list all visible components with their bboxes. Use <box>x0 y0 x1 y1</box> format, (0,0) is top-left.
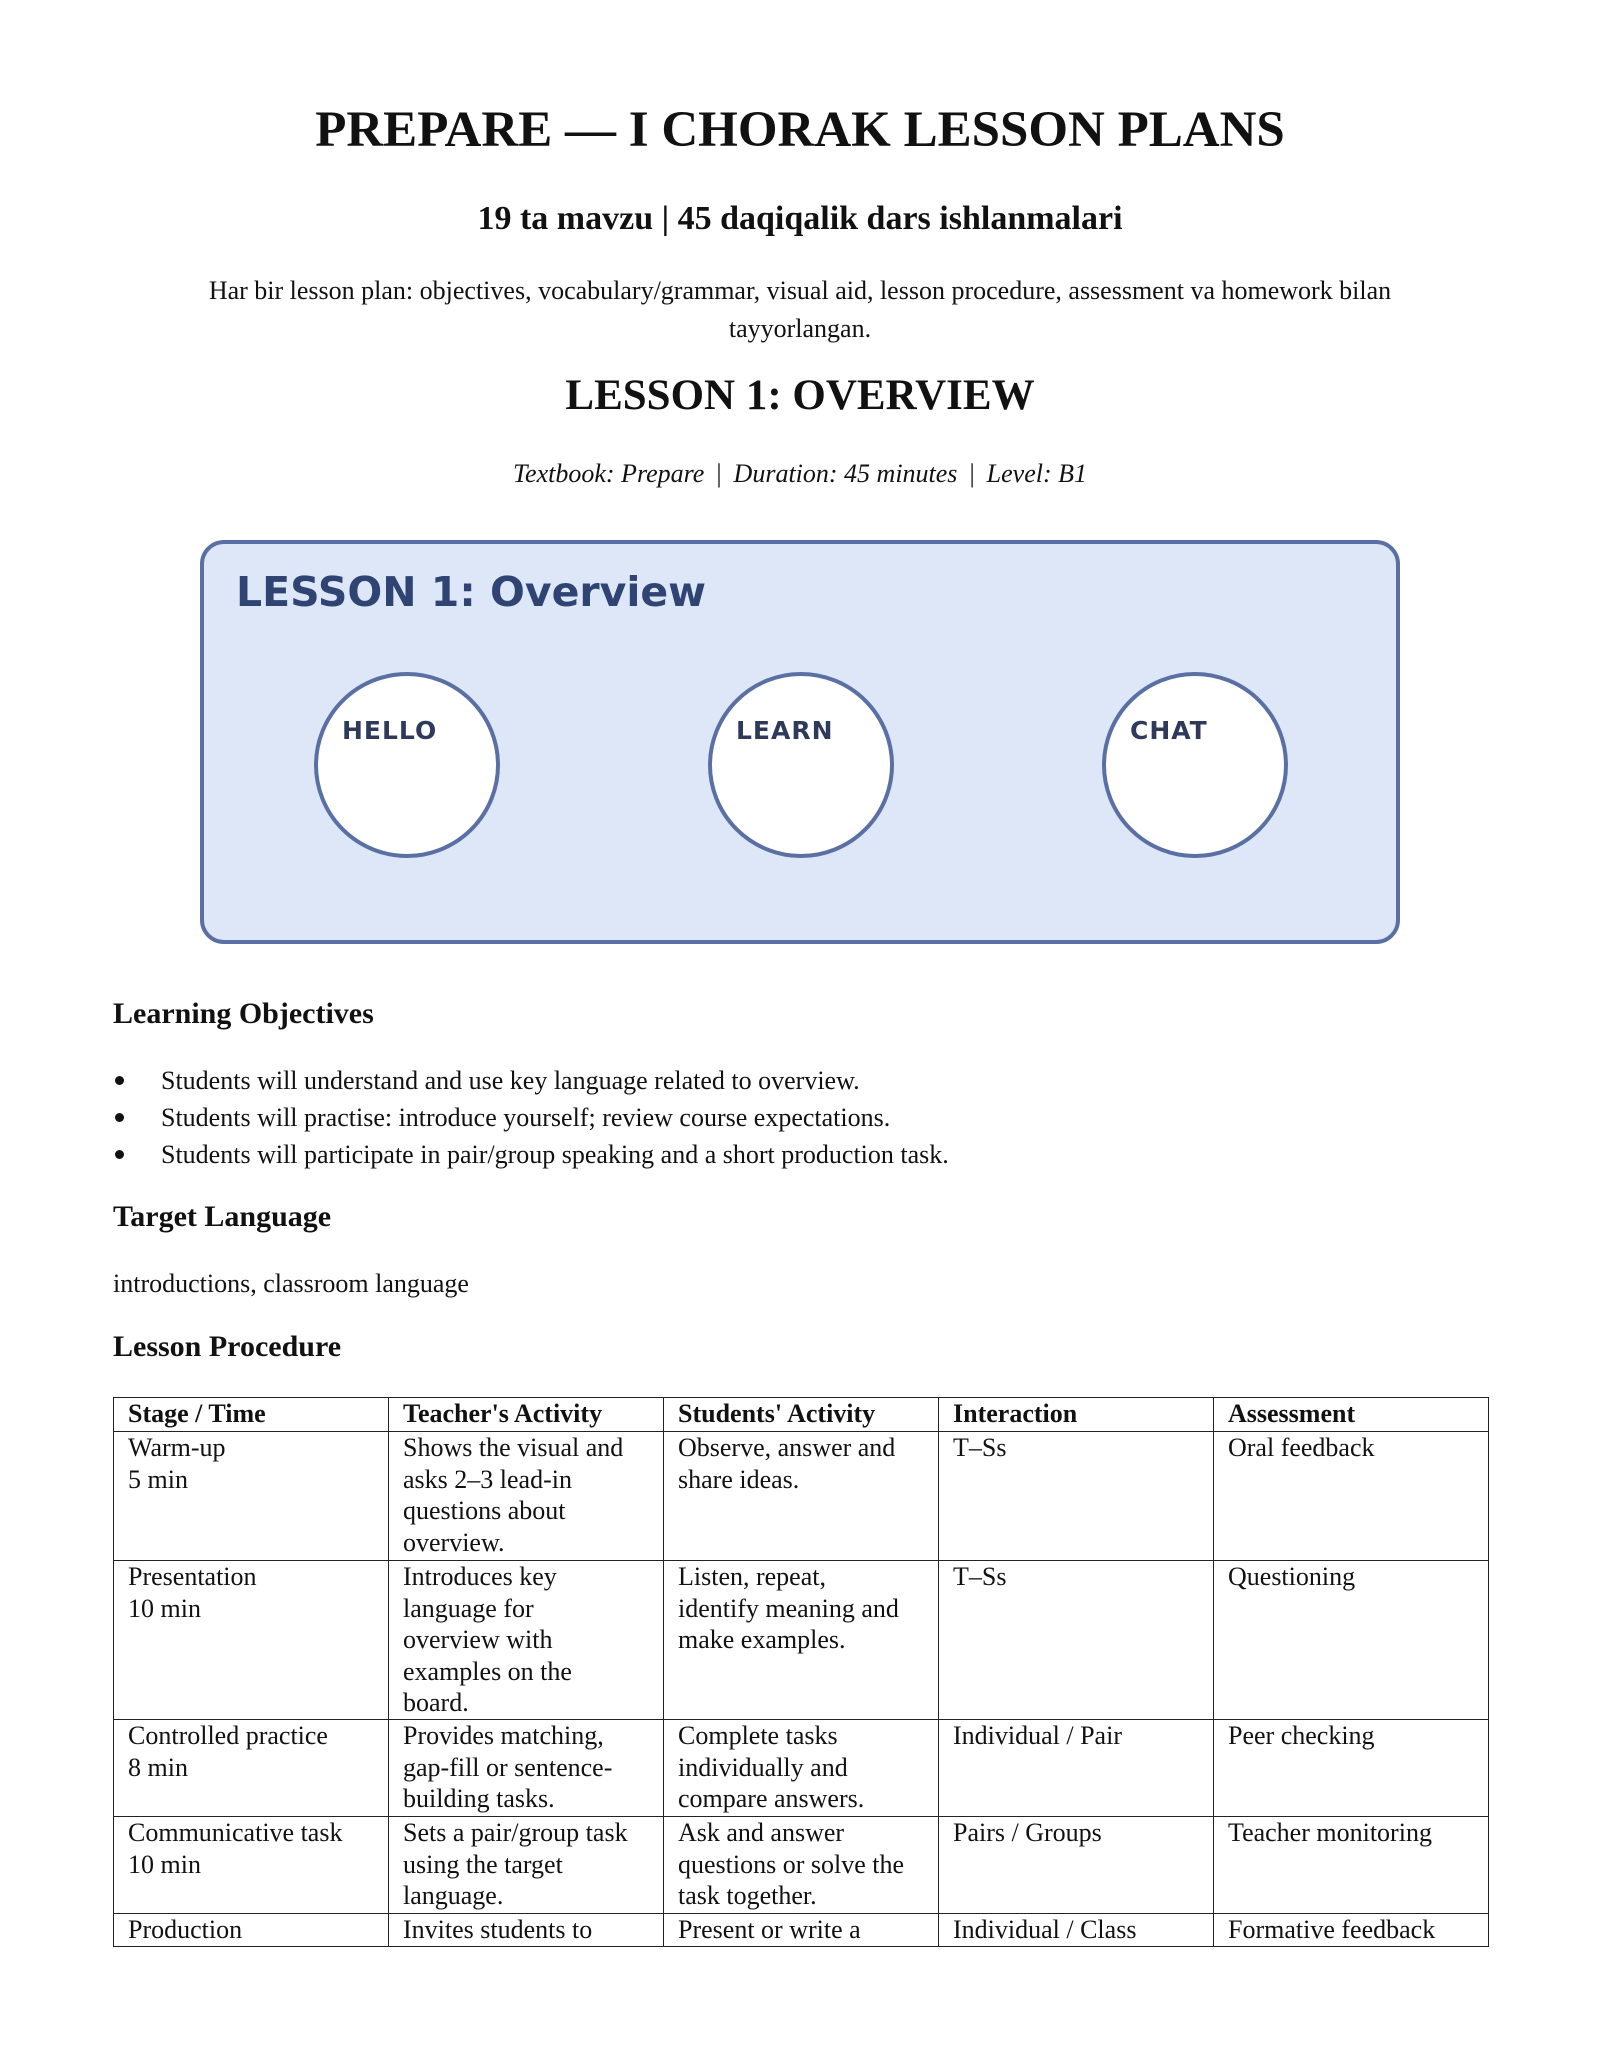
students-activity-line: Listen, repeat, <box>678 1562 826 1591</box>
students-activity-line: task together. <box>678 1881 817 1910</box>
teacher-activity-line: Provides matching, <box>403 1721 604 1750</box>
teacher-activity-cell <box>389 1914 664 1947</box>
interaction-cell <box>939 1432 1214 1561</box>
lesson-meta <box>0 458 1600 489</box>
teacher-activity-line: building tasks. <box>403 1784 555 1813</box>
stage-time: 5 min <box>128 1464 188 1494</box>
stage-time: 10 min <box>128 1593 201 1623</box>
interaction-text: Individual / Pair <box>953 1721 1122 1750</box>
target-language-heading: Target Language <box>113 1200 332 1233</box>
table-header-row <box>114 1398 1489 1432</box>
students-activity-line: questions or solve the <box>678 1849 905 1879</box>
bubble-label: CHAT <box>1130 716 1208 745</box>
stage-cell <box>114 1432 389 1561</box>
assessment-cell <box>1214 1561 1489 1720</box>
students-activity-line: Observe, answer and <box>678 1433 896 1462</box>
interaction-text: Pairs / Groups <box>953 1818 1102 1847</box>
lesson-textbook: Textbook: Prepare <box>512 459 705 488</box>
teacher-activity-line: board. <box>403 1688 469 1717</box>
stage-name: Production <box>128 1915 243 1944</box>
list-item <box>113 1136 949 1173</box>
interaction-text: T–Ss <box>953 1433 1007 1462</box>
teacher-activity-line: Sets a pair/group task <box>403 1818 628 1847</box>
students-activity-cell <box>664 1914 939 1947</box>
document-intro: Har bir lesson plan: objectives, vocabulary/grammar, visual aid, lesson procedure, assessment va homework bilan tayyorlangan. <box>208 276 1392 343</box>
teacher-activity-line: language. <box>403 1881 504 1910</box>
assessment-cell <box>1214 1817 1489 1914</box>
objectives-list <box>113 1062 949 1173</box>
procedure-table <box>113 1397 1489 1947</box>
objective-text: Students will participate in pair/group speaking and a short production task. <box>161 1140 949 1169</box>
objectives-heading: Learning Objectives <box>113 997 374 1030</box>
students-activity-cell <box>664 1817 939 1914</box>
interaction-cell <box>939 1914 1214 1947</box>
stage-name: Communicative task <box>128 1818 343 1847</box>
stage-time: 8 min <box>128 1752 188 1782</box>
document-subtitle: 19 ta mavzu | 45 daqiqalik dars ishlanmalari <box>477 200 1123 237</box>
meta-separator: | <box>716 459 722 488</box>
students-activity-line: Present or write a <box>678 1915 861 1944</box>
students-activity-line: share ideas. <box>678 1464 800 1494</box>
lesson-duration: Duration: 45 minutes <box>733 459 958 488</box>
bullet-icon <box>115 1076 124 1085</box>
target-language-text: introductions, classroom language <box>113 1269 469 1298</box>
teacher-activity-line: Invites students to <box>403 1915 593 1944</box>
students-activity-cell <box>664 1561 939 1720</box>
column-header: Teacher's Activity <box>389 1398 664 1432</box>
teacher-activity-line: questions about <box>403 1496 566 1525</box>
teacher-activity-line: Introduces key <box>403 1562 557 1591</box>
teacher-activity-cell <box>389 1720 664 1817</box>
students-activity-cell <box>664 1432 939 1561</box>
students-activity-line: Ask and answer <box>678 1818 845 1847</box>
column-header: Interaction <box>939 1398 1214 1432</box>
stage-cell <box>114 1914 389 1947</box>
interaction-cell <box>939 1817 1214 1914</box>
stage-time: 10 min <box>128 1849 201 1879</box>
students-activity-cell <box>664 1720 939 1817</box>
teacher-activity-cell <box>389 1432 664 1561</box>
bubble-learn <box>708 672 894 858</box>
teacher-activity-cell <box>389 1817 664 1914</box>
column-header: Students' Activity <box>664 1398 939 1432</box>
stage-name: Warm-up <box>128 1433 226 1462</box>
procedure-table-body <box>114 1432 1489 1947</box>
students-activity-line: identify meaning and <box>678 1593 899 1623</box>
column-header: Stage / Time <box>114 1398 389 1432</box>
procedure-heading: Lesson Procedure <box>113 1330 342 1363</box>
table-row <box>114 1914 1489 1947</box>
table-row <box>114 1720 1489 1817</box>
stage-name: Presentation <box>128 1562 257 1591</box>
document-title: PREPARE — I CHORAK LESSON PLANS <box>315 102 1285 158</box>
teacher-activity-line: Shows the visual and <box>403 1433 624 1462</box>
table-row <box>114 1817 1489 1914</box>
teacher-activity-line: asks 2–3 lead-in <box>403 1464 572 1494</box>
assessment-cell <box>1214 1432 1489 1561</box>
visual-aid-title: LESSON 1: Overview <box>236 568 707 616</box>
interaction-text: T–Ss <box>953 1562 1007 1591</box>
assessment-cell <box>1214 1720 1489 1817</box>
teacher-activity-line: examples on the <box>403 1656 572 1686</box>
lesson-level: Level: B1 <box>986 459 1087 488</box>
column-header: Assessment <box>1214 1398 1489 1432</box>
stage-cell <box>114 1720 389 1817</box>
objective-text: Students will practise: introduce yourself; review course expectations. <box>161 1103 891 1132</box>
teacher-activity-line: using the target <box>403 1849 563 1879</box>
students-activity-line: compare answers. <box>678 1784 865 1813</box>
teacher-activity-cell <box>389 1561 664 1720</box>
table-row <box>114 1432 1489 1561</box>
assessment-text: Questioning <box>1228 1562 1356 1591</box>
students-activity-line: make examples. <box>678 1625 846 1654</box>
stage-cell <box>114 1817 389 1914</box>
assessment-text: Formative feedback <box>1228 1915 1436 1944</box>
interaction-cell <box>939 1561 1214 1720</box>
meta-separator: | <box>969 459 975 488</box>
assessment-text: Peer checking <box>1228 1721 1375 1750</box>
bullet-icon <box>115 1113 124 1122</box>
table-row <box>114 1561 1489 1720</box>
visual-aid-panel <box>200 540 1400 944</box>
teacher-activity-line: language for <box>403 1593 534 1623</box>
list-item <box>113 1099 949 1136</box>
assessment-cell <box>1214 1914 1489 1947</box>
teacher-activity-line: overview with <box>403 1625 553 1654</box>
assessment-text: Oral feedback <box>1228 1433 1375 1462</box>
bubble-hello <box>314 672 500 858</box>
interaction-text: Individual / Class <box>953 1915 1137 1944</box>
interaction-cell <box>939 1720 1214 1817</box>
teacher-activity-line: gap-fill or sentence- <box>403 1752 613 1782</box>
students-activity-line: individually and <box>678 1752 848 1782</box>
lesson-heading: LESSON 1: OVERVIEW <box>565 372 1035 419</box>
stage-cell <box>114 1561 389 1720</box>
bubble-label: HELLO <box>342 716 438 745</box>
stage-name: Controlled practice <box>128 1721 328 1750</box>
bubble-label: LEARN <box>736 716 834 745</box>
teacher-activity-line: overview. <box>403 1527 505 1557</box>
list-item <box>113 1062 949 1099</box>
students-activity-line: Complete tasks <box>678 1721 838 1750</box>
objective-text: Students will understand and use key language related to overview. <box>161 1066 860 1095</box>
bullet-icon <box>115 1150 124 1159</box>
bubble-chat <box>1102 672 1288 858</box>
assessment-text: Teacher monitoring <box>1228 1818 1432 1847</box>
